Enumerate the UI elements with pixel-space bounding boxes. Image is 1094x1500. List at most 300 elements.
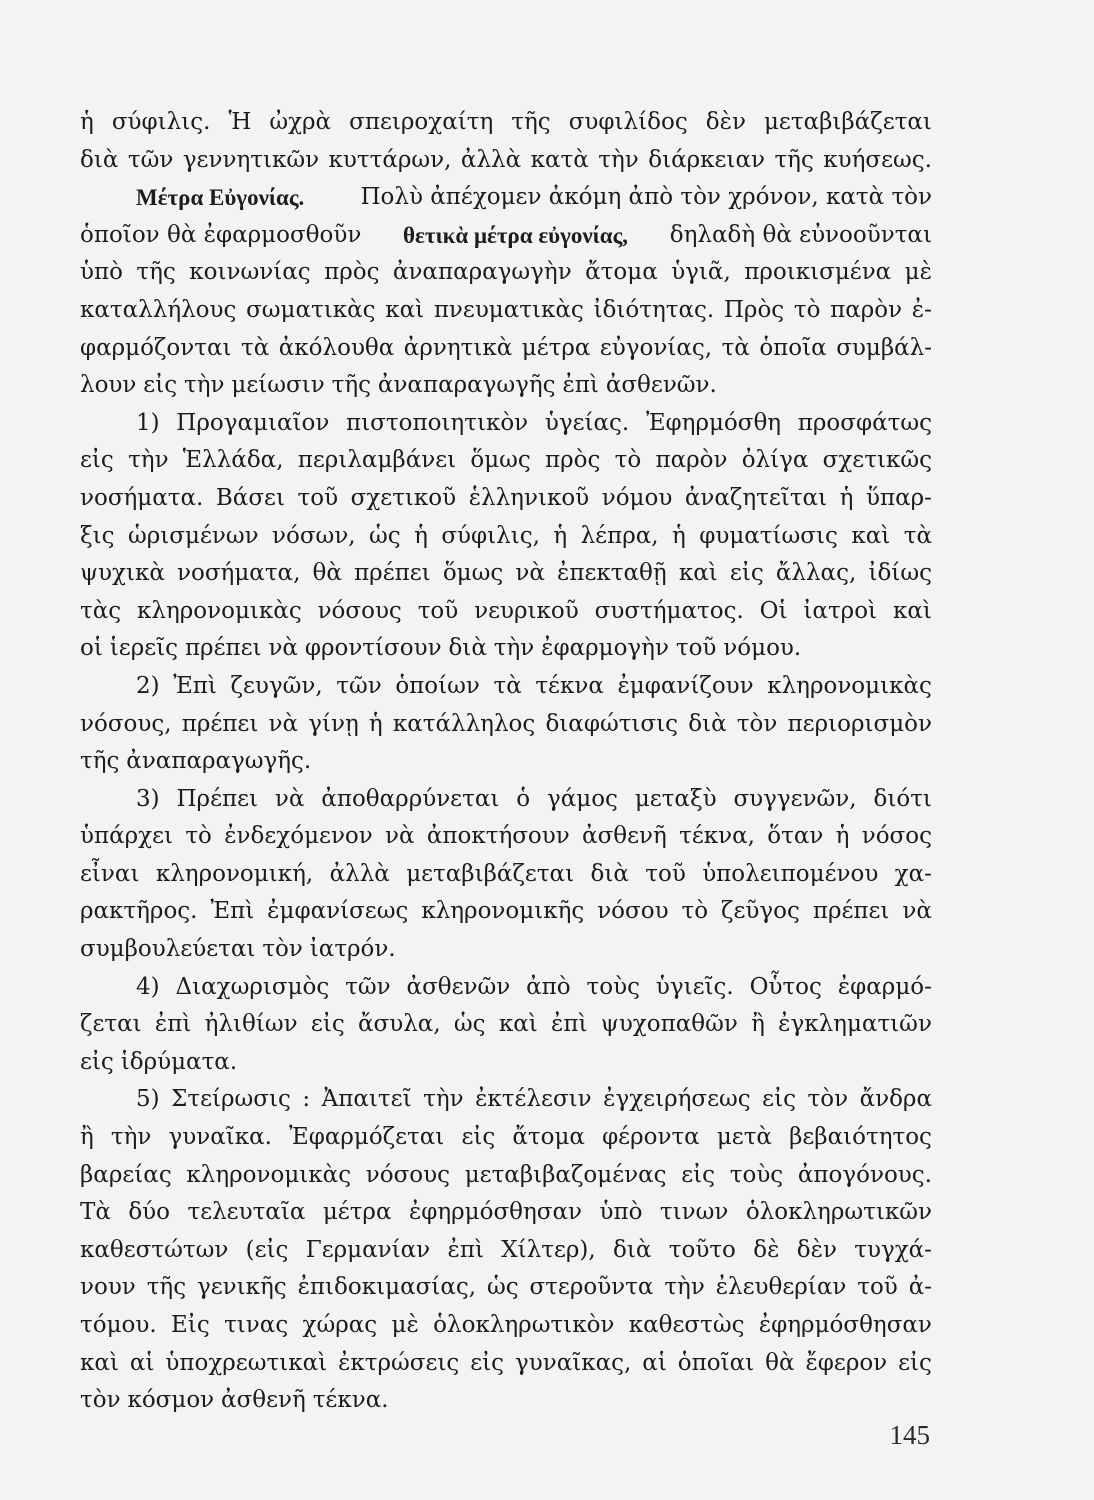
text-line bbox=[80, 1345, 932, 1383]
word: νὰ bbox=[515, 560, 545, 587]
word: φαρμόζονται bbox=[80, 334, 232, 361]
word: ἄσυλα, bbox=[358, 1011, 441, 1038]
word: πρέπει bbox=[181, 710, 259, 737]
text-line bbox=[80, 292, 932, 330]
word: τέκνα. bbox=[312, 1387, 389, 1414]
word: τινας bbox=[224, 1312, 289, 1338]
word: ὠχρὰ bbox=[269, 109, 332, 135]
word: ὑποχρεωτικαὶ bbox=[165, 1349, 328, 1376]
word: μέτρα bbox=[322, 1199, 392, 1226]
text-line bbox=[80, 1382, 932, 1420]
word: τόμου. bbox=[80, 1312, 157, 1338]
word: κοινωνίας bbox=[189, 259, 311, 286]
word: τὰ bbox=[903, 522, 932, 549]
word: σχετικοῦ bbox=[350, 484, 457, 511]
word: ὑπὸ bbox=[80, 259, 123, 286]
word: εἰς bbox=[143, 372, 178, 399]
word: τὸ bbox=[185, 823, 212, 850]
text-line bbox=[80, 217, 932, 255]
word: ψυχοπαθῶν bbox=[600, 1011, 738, 1038]
word: ἡ bbox=[839, 484, 854, 511]
word: Ἐφηρμόσθη bbox=[645, 409, 782, 436]
word: καθεστώτων bbox=[80, 1236, 229, 1263]
word: μὲ bbox=[904, 259, 932, 286]
word: ὁ bbox=[516, 785, 531, 812]
word: νοσήματα, bbox=[177, 560, 301, 587]
word: ψυχικὰ bbox=[80, 560, 165, 587]
word: νόσους, bbox=[80, 710, 172, 737]
text-line bbox=[80, 367, 932, 405]
word: τὴν bbox=[128, 447, 169, 474]
word: τῆς bbox=[146, 1274, 187, 1301]
word: νόμου. bbox=[723, 635, 802, 662]
word: ἐπὶ bbox=[447, 1236, 484, 1263]
text-line bbox=[80, 856, 932, 894]
text-line bbox=[80, 743, 932, 781]
word: τὰ bbox=[721, 334, 750, 361]
word: τέκνα bbox=[535, 672, 604, 699]
text-line bbox=[80, 1157, 932, 1195]
word: ὀλίγα bbox=[741, 447, 809, 474]
word: πρὸς bbox=[324, 259, 380, 286]
word: τὸν bbox=[262, 936, 303, 963]
text-segment: ὁποῖον θὰ ἐφαρμοσθοῦν bbox=[80, 221, 362, 248]
word: ὁποίων bbox=[395, 672, 480, 699]
word: τοῦ bbox=[417, 597, 459, 624]
word: χώρας bbox=[302, 1312, 378, 1338]
word: εἰς bbox=[461, 1124, 496, 1151]
word: τῆς bbox=[511, 109, 551, 135]
word: Οὗτος bbox=[749, 973, 822, 1000]
word: γενικῆς bbox=[196, 1274, 287, 1301]
word: τῶν bbox=[127, 146, 174, 173]
word: διαφώτισις bbox=[545, 710, 679, 737]
word: νοσήματα. bbox=[80, 484, 204, 511]
word: θὰ bbox=[312, 560, 342, 587]
word: μεταβιβαζομένας bbox=[464, 1161, 667, 1188]
word: Ἑλλάδα, bbox=[182, 447, 284, 474]
word: προικισμένα bbox=[744, 259, 892, 286]
word: ἐπὶ bbox=[551, 1011, 588, 1038]
word: καὶ bbox=[678, 560, 718, 587]
body-text bbox=[80, 104, 932, 1420]
word: γεννητικῶν bbox=[182, 146, 320, 173]
word: τὰ bbox=[493, 672, 522, 699]
text-line bbox=[80, 555, 932, 593]
word: Πρὸς bbox=[723, 296, 785, 323]
text-line bbox=[80, 969, 932, 1007]
word: 1) bbox=[136, 409, 160, 436]
word: ἐγχειρήσεως bbox=[603, 1086, 751, 1113]
word: ἡ bbox=[553, 522, 568, 549]
text-segment: Πολὺ ἀπέχομεν ἀκόμη ἀπὸ τὸν χρόνον, κατὰ τὸν bbox=[360, 184, 932, 211]
word: δὲν bbox=[796, 1236, 837, 1263]
word: κληρονομικὰς bbox=[137, 597, 302, 624]
word: εἰς bbox=[681, 1161, 716, 1188]
word: γυναῖκα. bbox=[168, 1124, 272, 1151]
text-line bbox=[80, 1232, 932, 1270]
word: νόσους bbox=[317, 597, 402, 624]
word: κατάλληλος bbox=[392, 710, 536, 737]
word: τὰς bbox=[80, 597, 122, 624]
word: Προγαμιαῖον bbox=[176, 409, 330, 436]
text-line bbox=[80, 706, 932, 744]
word: νόσου bbox=[597, 898, 669, 925]
word: μεταβιβάζεται bbox=[763, 109, 932, 135]
word: προσφάτως bbox=[797, 409, 932, 436]
word: ἄτομα bbox=[512, 1124, 585, 1151]
word: τὸ bbox=[614, 447, 642, 474]
word: σύφιλις, bbox=[441, 522, 540, 549]
word: εἰς bbox=[762, 1086, 796, 1113]
word: κληρονομική, bbox=[155, 860, 314, 887]
word: μεταξὺ bbox=[634, 785, 717, 812]
word: γάμος bbox=[546, 785, 618, 812]
word: ἄλλας, bbox=[775, 560, 857, 587]
word: τῆς bbox=[331, 372, 372, 399]
word: ζεται bbox=[80, 1011, 142, 1038]
word: Ἐπὶ bbox=[173, 672, 217, 699]
word: Ἐπὶ bbox=[210, 898, 255, 925]
word: ζεῦγος bbox=[721, 898, 800, 925]
word: παρὸν bbox=[655, 447, 728, 474]
word: εἰς bbox=[80, 1048, 114, 1075]
word: κυττάρων, bbox=[328, 146, 452, 173]
word: βαρείας bbox=[80, 1161, 172, 1188]
word: νόμου bbox=[601, 484, 673, 511]
word: ἀποκτήσουν bbox=[426, 823, 570, 850]
word: Βάσει bbox=[215, 484, 285, 511]
word: τὸν bbox=[80, 1387, 121, 1414]
word: Εἰς bbox=[171, 1312, 210, 1338]
word: τοὺς bbox=[729, 1161, 784, 1188]
word: νόσος bbox=[861, 823, 932, 850]
word: πρέπει bbox=[354, 560, 431, 587]
word: ὕπαρ- bbox=[865, 484, 932, 511]
bold-term: θετικὰ μέτρα εὐγονίας, bbox=[403, 222, 629, 248]
word: τὸ bbox=[793, 296, 821, 323]
word: 3) bbox=[136, 785, 160, 812]
page-number: 145 bbox=[889, 1420, 930, 1450]
word: τυγχά- bbox=[854, 1236, 932, 1263]
text-line bbox=[80, 1307, 932, 1345]
word: τὴν bbox=[423, 1086, 464, 1113]
word: ὁλοκληρωτικὸν bbox=[433, 1312, 615, 1338]
word: ἱερεῖς bbox=[109, 635, 179, 662]
word: καὶ bbox=[385, 296, 425, 323]
word: δὲ bbox=[753, 1236, 780, 1263]
word: ἀκόλουθα bbox=[278, 334, 395, 361]
word: ὑπὸ bbox=[599, 1199, 643, 1226]
word: ἰατρόν. bbox=[309, 936, 396, 963]
word: τοῦ bbox=[645, 860, 686, 887]
text-line bbox=[80, 104, 932, 142]
text-line bbox=[80, 1081, 932, 1119]
text-line bbox=[80, 254, 932, 292]
word: Στείρωσις bbox=[171, 1086, 291, 1113]
word: ἔφερον bbox=[805, 1349, 888, 1376]
word: ἡ bbox=[368, 710, 383, 737]
word: χα- bbox=[894, 860, 932, 887]
word: καὶ bbox=[892, 597, 932, 624]
word: διὰ bbox=[80, 146, 119, 173]
word: νόσων, bbox=[272, 522, 356, 549]
word: ὡς bbox=[453, 1011, 486, 1038]
text-line bbox=[80, 405, 932, 443]
word: νὰ bbox=[268, 710, 299, 737]
word: ὁποῖα bbox=[759, 334, 827, 361]
word: ὅμως bbox=[442, 560, 504, 587]
word: ἀπογόνους. bbox=[797, 1161, 932, 1188]
word: κληρονομικὰς bbox=[186, 1161, 352, 1188]
word: αἱ bbox=[642, 1349, 667, 1376]
word: σπειροχαίτη bbox=[349, 109, 494, 135]
word: Ἐφαρμόζεται bbox=[289, 1124, 445, 1151]
word: τοὺς bbox=[586, 973, 640, 1000]
word: νουν bbox=[80, 1274, 136, 1301]
word: ἐμφανίζουν bbox=[617, 672, 754, 699]
word: ἰδίως bbox=[868, 560, 932, 587]
word: ὅμως bbox=[470, 447, 531, 474]
text-line bbox=[80, 480, 932, 518]
word: νὰ bbox=[274, 785, 305, 812]
word: τελευταῖα bbox=[187, 1199, 306, 1226]
word: ἀναζητεῖται bbox=[684, 484, 828, 511]
word: ἡ bbox=[414, 522, 428, 549]
word: εὐγονίας, bbox=[599, 334, 713, 361]
word: ἀσθενῶν. bbox=[605, 372, 717, 399]
word: ἡ bbox=[80, 109, 94, 135]
word: ἐφαρμό- bbox=[837, 973, 932, 1000]
word: θὰ bbox=[765, 1349, 795, 1376]
word: Γερμανίαν bbox=[305, 1236, 431, 1263]
word: κληρονομικὰς bbox=[767, 672, 932, 699]
word: φυματίωσις bbox=[699, 522, 838, 549]
word: ὑπολειπομένου bbox=[702, 860, 879, 887]
word: εἰς bbox=[898, 1349, 932, 1376]
word: τῆς bbox=[136, 259, 176, 286]
word: ζευγῶν, bbox=[230, 672, 323, 699]
word: ὑγείας. bbox=[544, 409, 630, 436]
word: τὴν bbox=[598, 146, 639, 173]
word: ἀλλὰ bbox=[329, 860, 390, 887]
word: τὰ bbox=[241, 334, 270, 361]
word: ἐκτρώσεις bbox=[338, 1349, 460, 1376]
word: ἐπεκταθῇ bbox=[557, 560, 667, 587]
word: κατὰ bbox=[530, 146, 589, 173]
word: ὁποῖαι bbox=[677, 1349, 755, 1376]
word: μείωσιν bbox=[231, 372, 325, 399]
word: Οἱ bbox=[759, 597, 788, 624]
word: ἡ bbox=[672, 522, 686, 549]
word: καὶ bbox=[80, 1349, 119, 1376]
word: πιστοποιητικὸν bbox=[346, 409, 529, 436]
word: νὰ bbox=[268, 635, 298, 662]
word: ἀρνητικὰ bbox=[403, 334, 513, 361]
word: συγγενῶν, bbox=[733, 785, 857, 812]
word: περιορισμὸν bbox=[787, 710, 932, 737]
word: ἀναπαραγωγὴν bbox=[392, 259, 572, 286]
word: τῆς bbox=[80, 748, 120, 775]
section-heading: Μέτρα Εὐγονίας. bbox=[136, 185, 305, 211]
word: τῶν bbox=[336, 672, 382, 699]
text-line bbox=[80, 1006, 932, 1044]
word: ὑγιᾶ, bbox=[671, 259, 731, 286]
text-line bbox=[80, 1119, 932, 1157]
word: ἀναπαραγωγῆς. bbox=[126, 748, 312, 775]
text-line bbox=[80, 668, 932, 706]
word: ἄνδρα bbox=[859, 1086, 932, 1113]
word: τὸ bbox=[681, 898, 709, 925]
word: νευρικοῦ bbox=[474, 597, 579, 624]
word: εἰς bbox=[729, 560, 764, 587]
word: ἀπὸ bbox=[526, 973, 571, 1000]
word: ἡ bbox=[835, 823, 850, 850]
word: κόσμον bbox=[127, 1387, 215, 1414]
text-line bbox=[80, 1269, 932, 1307]
word: τὴν bbox=[664, 1274, 705, 1301]
word: ἐφηρμόσθησαν bbox=[408, 1199, 583, 1226]
word: εἰς bbox=[470, 1349, 505, 1376]
word: νὰ bbox=[385, 823, 415, 850]
word: πρέπει bbox=[812, 898, 890, 925]
word: ἐνδεχόμενον bbox=[224, 823, 373, 850]
word: νὰ bbox=[902, 898, 932, 925]
word: ἀσθενῆ bbox=[582, 823, 667, 850]
word: τοῦτο bbox=[668, 1236, 736, 1263]
word: ἀποθαρρύνεται bbox=[321, 785, 500, 812]
word: ὁλοκληρωτικῶν bbox=[745, 1199, 932, 1226]
text-segment: δηλαδὴ θὰ εὐνοοῦνται bbox=[669, 221, 932, 248]
word: ἐμφανίσεως bbox=[267, 898, 409, 925]
word: ἢ bbox=[80, 1124, 94, 1151]
text-line bbox=[80, 142, 932, 180]
word: σύφιλις. bbox=[111, 109, 211, 135]
word: ρακτῆρος. bbox=[80, 898, 198, 925]
word: συφιλίδος bbox=[568, 109, 688, 135]
word: εἰς bbox=[80, 447, 114, 474]
word: ἀ- bbox=[908, 1274, 932, 1301]
word: ἀσθενῶν bbox=[406, 973, 511, 1000]
text-line bbox=[80, 442, 932, 480]
word: τοῦ bbox=[297, 484, 339, 511]
word: τῆς bbox=[774, 146, 814, 173]
word: δύο bbox=[128, 1199, 171, 1226]
word: καὶ bbox=[498, 1011, 538, 1038]
word: 4) bbox=[136, 973, 160, 1000]
word: διὰ bbox=[688, 710, 727, 737]
word: νόσους bbox=[365, 1161, 451, 1188]
text-line bbox=[80, 893, 932, 931]
word: γυναῖκας, bbox=[515, 1349, 632, 1376]
word: πρὸς bbox=[545, 447, 601, 474]
word: οἱ bbox=[80, 635, 103, 662]
text-line bbox=[80, 1194, 932, 1232]
word: ξις bbox=[80, 522, 115, 549]
word: τῶν bbox=[345, 973, 391, 1000]
word: συμβάλ- bbox=[836, 334, 932, 361]
word: 5) bbox=[136, 1086, 160, 1113]
word: διὰ bbox=[590, 860, 629, 887]
word: Πρέπει bbox=[176, 785, 259, 812]
text-line bbox=[80, 518, 932, 556]
word: μὲ bbox=[391, 1312, 419, 1338]
word: κληρονομικῆς bbox=[421, 898, 585, 925]
word: ἠλιθίων bbox=[204, 1011, 298, 1038]
word: ἑλληνικοῦ bbox=[468, 484, 590, 511]
word: περιλαμβάνει bbox=[297, 447, 457, 474]
word: κυήσεως. bbox=[823, 146, 932, 173]
word: 2) bbox=[136, 672, 160, 699]
word: ἰδιότητας. bbox=[593, 296, 715, 323]
word: τὴν bbox=[110, 1124, 152, 1151]
word: ἀναπαραγωγῆς bbox=[377, 372, 556, 399]
word: ὑγιεῖς. bbox=[655, 973, 734, 1000]
word: εἶναι bbox=[80, 860, 140, 887]
word: φέροντα bbox=[602, 1124, 700, 1151]
word: εἰς bbox=[310, 1011, 345, 1038]
word: ἐφηρμόσθησαν bbox=[758, 1312, 932, 1338]
text-line bbox=[80, 630, 932, 668]
word: ἐπὶ bbox=[154, 1011, 192, 1038]
word: (εἰς bbox=[245, 1236, 289, 1263]
word: τὴν bbox=[184, 372, 225, 399]
word: ὑπάρχει bbox=[80, 823, 174, 850]
word: μέτρα bbox=[521, 334, 591, 361]
text-line bbox=[80, 330, 932, 368]
word: ἐφαρμογὴν bbox=[541, 635, 669, 662]
word: διὰ bbox=[613, 1236, 652, 1263]
word: τέκνα, bbox=[679, 823, 755, 850]
word: ἐ- bbox=[911, 296, 932, 323]
word: καταλλήλους bbox=[80, 296, 237, 323]
text-line bbox=[80, 179, 932, 217]
word: διάρκειαν bbox=[648, 146, 765, 173]
word: ἐγκληματιῶν bbox=[778, 1011, 932, 1038]
word: ὡρισμένων bbox=[128, 522, 259, 549]
word: βεβαιότητος bbox=[789, 1124, 932, 1151]
word: στεροῦντα bbox=[529, 1274, 654, 1301]
word: πρέπει bbox=[184, 635, 262, 662]
word: Τὰ bbox=[80, 1199, 111, 1226]
word: τὸν bbox=[736, 710, 778, 737]
text-line bbox=[80, 931, 932, 969]
text-line bbox=[80, 818, 932, 856]
word: τοῦ bbox=[675, 635, 717, 662]
word: ἐπιδοκιμασίας, bbox=[297, 1274, 477, 1301]
word: παρὸν bbox=[830, 296, 903, 323]
word: ἢ bbox=[751, 1011, 765, 1038]
word: συστήματος. bbox=[594, 597, 744, 624]
word: λέπρα, bbox=[580, 522, 659, 549]
word: δὲν bbox=[705, 109, 746, 135]
word: καθεστὼς bbox=[628, 1312, 745, 1338]
word: Διαχωρισμὸς bbox=[175, 973, 330, 1000]
word: τοῦ bbox=[857, 1274, 898, 1301]
word: τινων bbox=[659, 1199, 729, 1226]
word: ὡς bbox=[486, 1274, 519, 1301]
word: Ἀπαιτεῖ bbox=[321, 1086, 412, 1113]
word: καὶ bbox=[851, 522, 891, 549]
word: μετὰ bbox=[716, 1124, 772, 1151]
word: ἄτομα bbox=[585, 259, 658, 286]
word: Χίλτερ), bbox=[501, 1236, 596, 1263]
word: Ἡ bbox=[228, 109, 252, 135]
word: σχετικῶς bbox=[822, 447, 932, 474]
word: ὅταν bbox=[767, 823, 824, 850]
word: : bbox=[302, 1086, 311, 1113]
word: πνευματικὰς bbox=[433, 296, 584, 323]
